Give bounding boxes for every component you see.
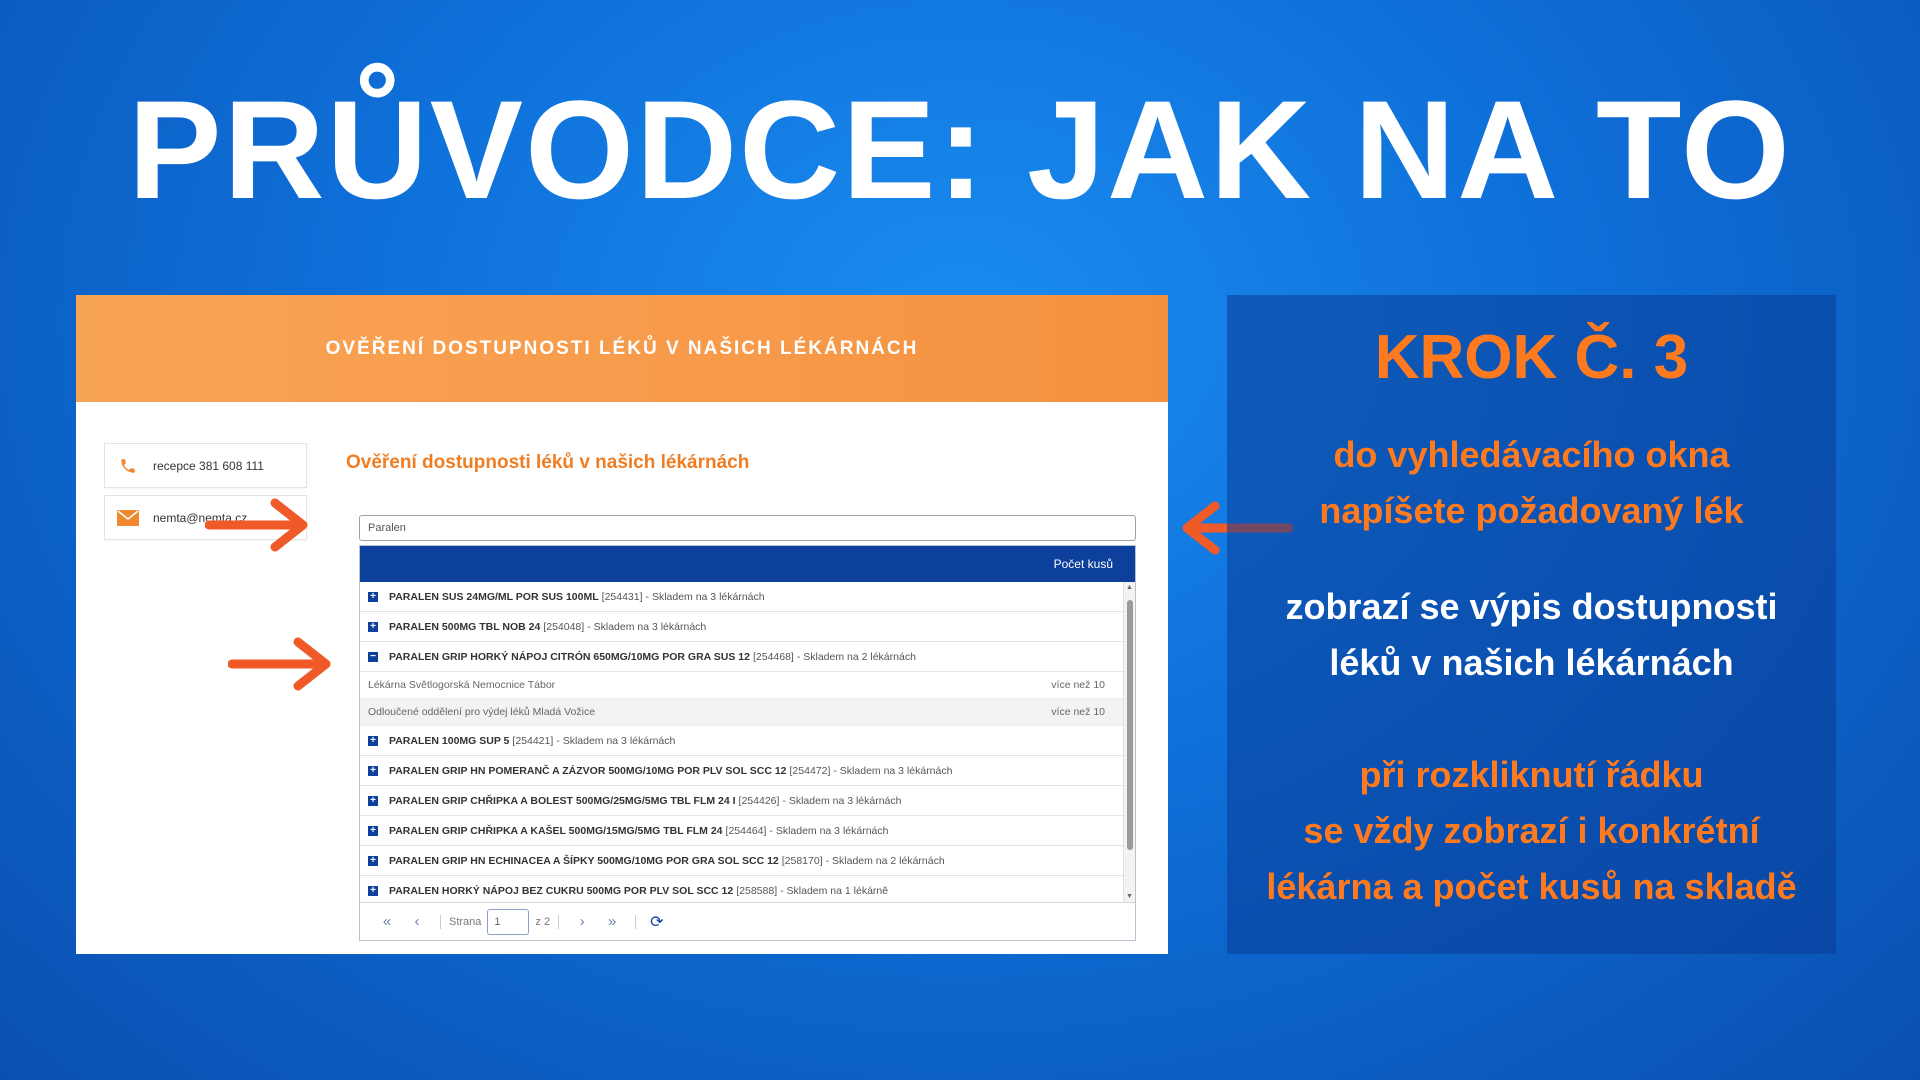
table-row-expanded[interactable]	[360, 642, 1135, 672]
next-page-icon[interactable]: ›	[579, 913, 585, 930]
row-name: PARALEN GRIP CHŘIPKA A KAŠEL 500MG/15MG/5MG TBL FLM 24	[389, 824, 723, 837]
expand-icon[interactable]: +	[368, 622, 378, 632]
pager-divider	[635, 915, 636, 929]
last-page-icon[interactable]: »	[607, 913, 617, 930]
row-stock: - Skladem na 3 lékárnách	[587, 620, 707, 633]
vertical-scrollbar[interactable]	[1123, 582, 1135, 902]
prev-page-icon[interactable]: ‹	[414, 913, 420, 930]
table-row[interactable]	[360, 816, 1135, 846]
scroll-down-icon[interactable]: ▼	[1126, 893, 1133, 900]
row-stock: - Skladem na 3 lékárnách	[556, 734, 676, 747]
row-name: PARALEN 100MG SUP 5	[389, 734, 510, 747]
row-name: PARALEN GRIP CHŘIPKA A BOLEST 500MG/25MG/5MG TBL FLM 24 I	[389, 794, 736, 807]
grid-body	[360, 582, 1135, 902]
collapse-icon[interactable]: −	[368, 652, 378, 662]
row-code: [254431]	[601, 590, 643, 603]
info-line: napíšete požadovaný lék	[1319, 490, 1744, 531]
results-grid	[359, 545, 1136, 941]
phone-icon	[117, 455, 139, 477]
pager-divider	[440, 915, 441, 929]
row-name: PARALEN GRIP HORKÝ NÁPOJ CITRÓN 650MG/10MG POR GRA SUS 12	[389, 650, 750, 663]
row-stock: - Skladem na 2 lékárnách	[825, 854, 945, 867]
row-stock: - Skladem na 3 lékárnách	[645, 590, 765, 603]
table-row[interactable]	[360, 876, 1135, 902]
page-title: PRŮVODCE: JAK NA TO	[128, 71, 1792, 228]
row-name: PARALEN GRIP HN ECHINACEA A ŠÍPKY 500MG/10MG POR GRA SOL SCC 12	[389, 854, 779, 867]
info-paragraph-2	[1227, 579, 1836, 691]
search-input[interactable]	[359, 515, 1136, 541]
expand-icon[interactable]: +	[368, 856, 378, 866]
grid-header	[360, 546, 1135, 582]
step-title: KROK Č. 3	[1374, 323, 1689, 392]
pharmacy-count: více než 10	[1051, 679, 1105, 691]
expand-icon[interactable]: +	[368, 796, 378, 806]
row-name: PARALEN HORKÝ NÁPOJ BEZ CUKRU 500MG POR PLV SOL SCC 12	[389, 884, 734, 897]
scroll-up-icon[interactable]: ▲	[1126, 584, 1133, 591]
info-line: léků v našich lékárnách	[1329, 642, 1734, 683]
table-row[interactable]	[360, 612, 1135, 642]
banner-title: OVĚŘENÍ DOSTUPNOSTI LÉKŮ V NAŠICH LÉKÁRNÁCH	[325, 337, 919, 359]
pharmacy-name: Odloučené oddělení pro výdej léků Mladá Vožice	[368, 706, 596, 718]
pharmacy-name: Lékárna Světlogorská Nemocnice Tábor	[368, 679, 556, 691]
first-page-icon[interactable]: «	[382, 913, 392, 930]
row-code: [254464]	[725, 824, 767, 837]
screenshot-panel	[76, 295, 1168, 954]
pharmacy-subrow	[360, 672, 1135, 699]
pharmacy-count: více než 10	[1051, 706, 1105, 718]
row-name: PARALEN GRIP HN POMERANČ A ZÁZVOR 500MG/10MG POR PLV SOL SCC 12	[389, 764, 787, 777]
arrow-right-icon	[228, 636, 338, 692]
row-code: [258588]	[736, 884, 778, 897]
info-line: při rozkliknutí řádku	[1359, 754, 1704, 795]
pager-divider	[558, 915, 559, 929]
row-code: [254468]	[752, 650, 794, 663]
expand-icon[interactable]: +	[368, 592, 378, 602]
row-stock: - Skladem na 3 lékárnách	[769, 824, 889, 837]
row-code: [258170]	[781, 854, 823, 867]
contact-phone-text: recepce 381 608 111	[153, 458, 264, 473]
info-panel	[1227, 295, 1836, 954]
column-header-count[interactable]: Počet kusů	[1053, 557, 1113, 571]
arrow-right-icon	[205, 497, 315, 553]
refresh-icon[interactable]: ⟳	[650, 913, 664, 931]
table-row[interactable]	[360, 582, 1135, 612]
row-code: [254048]	[543, 620, 585, 633]
expand-icon[interactable]: +	[368, 826, 378, 836]
info-paragraph-1	[1227, 427, 1836, 539]
expand-icon[interactable]: +	[368, 766, 378, 776]
page-label: Strana	[449, 915, 482, 928]
table-row[interactable]	[360, 846, 1135, 876]
row-stock: - Skladem na 3 lékárnách	[833, 764, 953, 777]
row-code: [254426]	[738, 794, 780, 807]
pharmacy-subrow	[360, 699, 1135, 726]
info-line: lékárna a počet kusů na skladě	[1266, 866, 1797, 907]
info-line: se vždy zobrazí i konkrétní	[1303, 810, 1760, 851]
section-title: Ověření dostupnosti léků v našich lékárnách	[346, 452, 750, 473]
envelope-icon	[117, 507, 139, 529]
banner	[76, 295, 1168, 402]
info-line: do vyhledávacího okna	[1333, 434, 1730, 475]
scroll-thumb[interactable]	[1127, 600, 1133, 850]
contact-phone[interactable]	[104, 443, 307, 488]
page-number-input[interactable]	[487, 909, 529, 935]
row-stock: - Skladem na 2 lékárnách	[796, 650, 916, 663]
page-of-label: z 2	[535, 915, 551, 928]
table-row[interactable]	[360, 756, 1135, 786]
pager	[360, 902, 1135, 940]
row-code: [254472]	[789, 764, 831, 777]
table-row[interactable]	[360, 726, 1135, 756]
row-stock: - Skladem na 1 lékárně	[780, 884, 889, 897]
info-paragraph-3	[1227, 747, 1836, 915]
row-stock: - Skladem na 3 lékárnách	[782, 794, 902, 807]
table-row[interactable]	[360, 786, 1135, 816]
expand-icon[interactable]: +	[368, 736, 378, 746]
expand-icon[interactable]: +	[368, 886, 378, 896]
row-name: PARALEN 500MG TBL NOB 24	[389, 620, 541, 633]
info-line: zobrazí se výpis dostupnosti	[1285, 586, 1778, 627]
row-code: [254421]	[512, 734, 554, 747]
row-name: PARALEN SUS 24MG/ML POR SUS 100ML	[389, 590, 599, 603]
contact-email-text: nemta@nemta.cz	[153, 510, 248, 525]
